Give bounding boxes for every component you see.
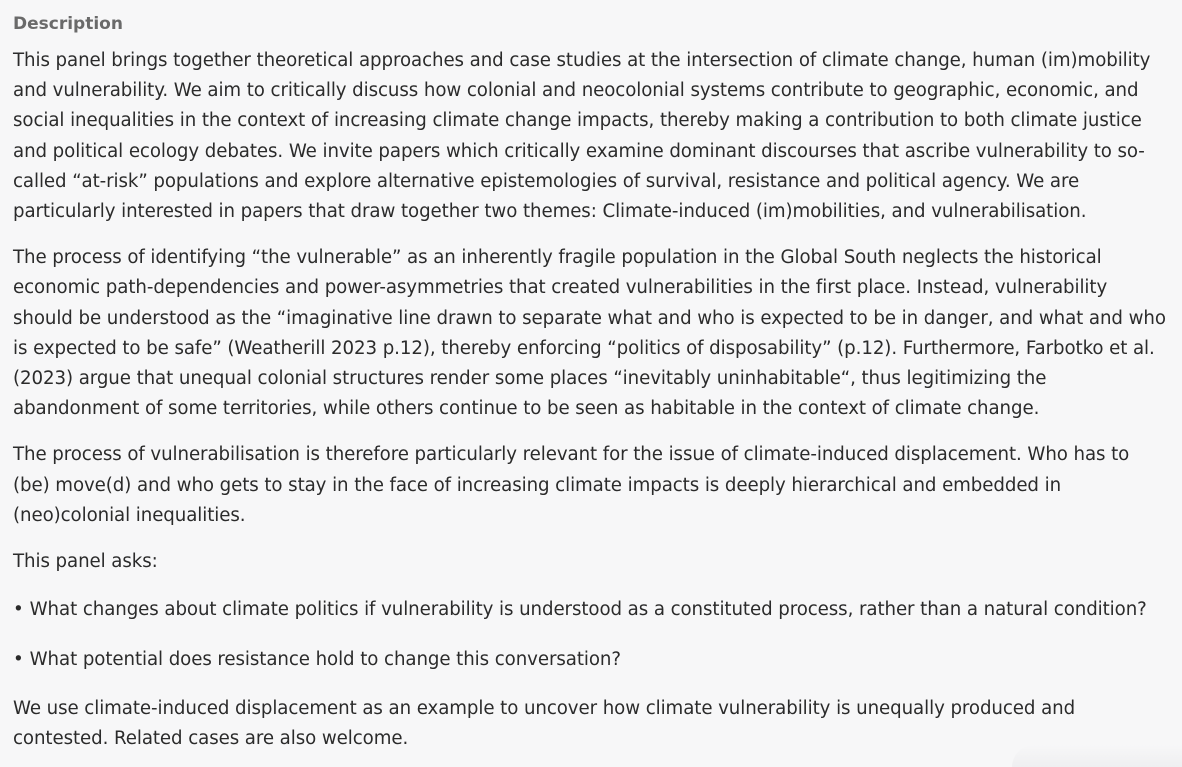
bullet-item (13, 645, 1169, 675)
bullet-marker: • (13, 599, 24, 621)
paragraph-closing: We use climate-induced displacement as an example to uncover how climate vulnerability is unequally produced and contested. Related cases are also welcome. (13, 697, 1076, 749)
bullet-text: What changes about climate politics if vulnerability is understood as a constituted process, rather than a natural condition? (29, 599, 1147, 621)
bullet-text: What potential does resistance hold to change this conversation? (29, 649, 621, 671)
paragraph-vulnerabilisation: The process of vulnerabilisation is therefore particularly relevant for the issue of climate-induced displacement. Who has to (be) move(d) and who gets to stay in the face of increasing climate impacts is deeply hierarchical and embedded in (neo)colonial inequalities. (13, 444, 1130, 526)
paragraph-vulnerable: The process of identifying “the vulnerable” as an inherently fragile population in the Global South neglects the historical economic path-dependencies and power-asymmetries that created vulnerabilities in the first place. Instead, vulnerability should be understood as the “imaginative line drawn to separate what and who is expected to be in danger, and what and who is expected to be safe” (Weatherill 2023 p.12), thereby enforcing “politics of disposability” (p.12). Furthermore, Farbotko et al. (2023) argue that unequal colonial structures render some places “inevitably uninhabitable“, thus legitimizing the abandonment of some territories, while others continue to be seen as habitable in the context of climate change. (13, 247, 1166, 420)
paragraph-intro: This panel brings together theoretical approaches and case studies at the intersection of climate change, human (im)mobility and vulnerability. We aim to critically discuss how colonial and neocolonial systems contribute to geographic, economic, and social inequalities in the context of increasing climate change impacts, thereby making a contribution to both climate justice and political ecology debates. We invite papers which critically examine dominant discourses that ascribe vulnerability to so-called “at-risk” populations and explore alternative epistemologies of survival, resistance and political agency. We are particularly interested in papers that draw together two themes: Climate-induced (im)mobilities, and vulnerabilisation. (13, 50, 1151, 223)
floating-shadow (1012, 745, 1182, 767)
bullet-marker: • (13, 649, 24, 671)
paragraph-panel-asks: This panel asks: (13, 551, 158, 573)
bullet-item (13, 595, 1169, 625)
section-heading: Description (13, 14, 123, 34)
